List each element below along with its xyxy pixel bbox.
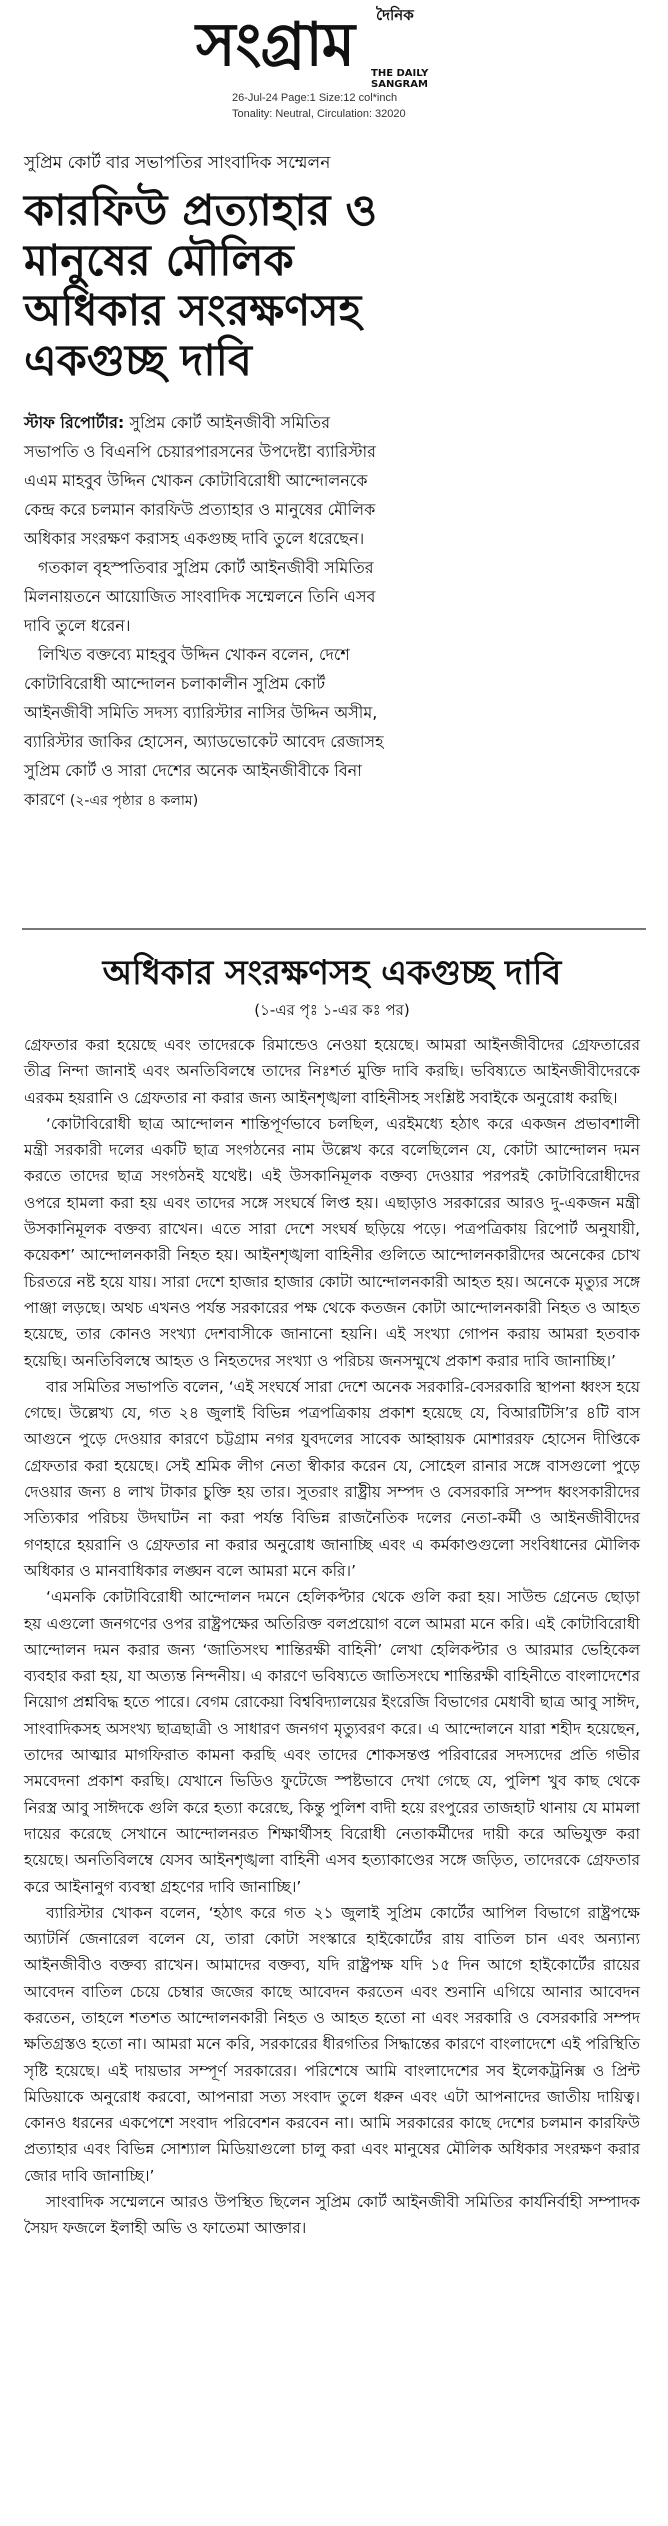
body-paragraph: ‘এমনকি কোটাবিরোধী আন্দোলন দমনে হেলিকপ্টার থেকে গুলি করা হয়। সাউন্ড গ্রেনেড ছোড়া হয় এগুলো জনগণের ওপর রাষ্ট্রপক্ষের অতিরিক্ত বলপ্রয়োগ বলে আমরা মনে করি। এই কোটাবিরোধী আন্দোলন দমন করার জন্য ‘জাতিসংঘ শান্তিরক্ষী বাহিনী’ লেখা হেলিকপ্টার ও আরমার ভেহিকেল ব্যবহার করা হয়, যা অত্যন্ত নিন্দনীয়। এ কারণে ভবিষ্যতে জাতিসংঘে শান্তিরক্ষী বাহিনীতে বাংলাদেশের নিয়োগ প্রশ্নবিদ্ধ হতে পারে। বেগম রোকেয়া বিশ্ববিদ্যালয়ের ইংরেজি বিভাগের মেধাবী ছাত্র আবু সাঈদ, সাংবাদিকসহ অসংখ্য ছাত্রছাত্রী ও সাধারণ জনগণ মৃত্যুবরণ করে। এ আন্দোলনে যারা শহীদ হয়েছেন, তাদের আত্মার মাগফিরাত কামনা করছি এবং তাদের শোকসন্তপ্ত পরিবারের সদস্যদের প্রতি গভীর সমবেদনা প্রকাশ করছি। যেখানে ভিডিও ফুটেজে স্পষ্টভাবে দেখা গেছে যে, পুলিশ খুব কাছ থেকে নিরস্ত্র আবু সাঈদকে গুলি করে হত্যা করেছে, কিন্তু পুলিশ বাদী হয়ে রংপুরের তাজহাট থানায় যে মামলা দায়ের করেছে সেখানে আন্দোলনরত শিক্ষার্থীসহ বিরোধী নেতাকর্মীদের দায়ী করে অভিযুক্ত করা হয়েছে। অনতিবিলম্বে যেসব আইনশৃঙ্খলা বাহিনী এসব হত্যাকাণ্ডের সঙ্গে জড়িত, তাদেরকে গ্রেফতার করে আইনানুগ ব্যবস্থা গ্রহণের দাবি জানাচ্ছি।’: [24, 1588, 640, 1896]
article-kicker: সুপ্রিম কোর্ট বার সভাপতির সাংবাদিক সম্মেলন: [24, 153, 331, 173]
body-paragraph: সাংবাদিক সম্মেলনে আরও উপস্থিত ছিলেন সুপ্রিম কোর্ট আইনজীবী সমিতির কার্যনির্বাহী সম্পাদক সৈয়দ ফজলে ইলাহী অভি ও ফাতেমা আক্তার।: [24, 2193, 640, 2238]
body-paragraph: ব্যারিস্টার খোকন বলেন, ‘হঠাৎ করে গত ২১ জুলাই সুপ্রিম কোর্টের আপিল বিভাগে রাষ্ট্রপক্ষে অ্যাটর্নি জেনারেল বলেন যে, তারা কোটা সংস্কারে হাইকোর্টের রায় বাতিল চান এবং অন্যান্য আইনজীবীও বক্তব্য রাখেন। আমাদের বক্তব্য, যদি রাষ্ট্রপক্ষ যদি ১৫ দিন আগে হাইকোর্টের রায়ের আবেদন বাতিল চেয়ে চেম্বার জজের কাছে আবেদন করতেন এবং শুনানি এগিয়ে আনার আবেদন করতেন, তাহলে শতশত আন্দোলনকারী নিহত ও আহত হতো না এবং সরকারি ও বেসরকারি সম্পদ ক্ষতিগ্রস্তও হতো না। আমরা মনে করি, সরকারের ধীরগতির সিদ্ধান্তের কারণে বাংলাদেশে এই পরিস্থিতি সৃষ্টি হয়েছে। এই দায়ভার সম্পূর্ণ সরকারের। পরিশেষে আমি বাংলাদেশের সব ইলেকট্রনিক্স ও প্রিন্ট মিডিয়াকে অনুরোধ করবো, আপনারা সত্য সংবাদ তুলে ধরুন এবং এটা আপনাদের জাতীয় দায়িত্ব। কোনও ধরনের একপেশে সংবাদ পরিবেশন করবেন না। আমি সরকারের কাছে দেশের চলমান কারফিউ প্রত্যাহার এবং বিভিন্ন সোশ্যাল মিডিয়াগুলো চালু করা এবং মানুষের মৌলিক অধিকার সংরক্ষণ করার জোর দাবি জানাচ্ছি।’: [24, 1903, 640, 2185]
body-paragraph: ‘কোটাবিরোধী ছাত্র আন্দোলন শান্তিপূর্ণভাবে চলছিল, এরইমধ্যে হঠাৎ করে একজন প্রভাবশালী মন্ত্রী সরকারী দলের একটি ছাত্র সংগঠনের নাম উল্লেখ করে বলেছিলেন যে, কোটা আন্দোলন দমন করতে তাদের ছাত্র সংগঠনই যথেষ্ট। এই উসকানিমূলক বক্তব্য দেওয়ার পরপরই কোটাবিরোধীদের ওপরে হামলা করা হয় এবং তাদের সঙ্গে সংঘর্ষে লিপ্ত হয়। এছাড়াও সরকারের আরও দু-একজন মন্ত্রী উসকানিমূলক বক্তব্য রাখেন। এতে সারা দেশে সংঘর্ষ ছড়িয়ে পড়ে। পত্রপত্রিকায় রিপোর্ট অনুযায়ী, কয়েকশ’ আন্দোলনকারী নিহত হয়। আইনশৃঙ্খলা বাহিনীর গুলিতে আন্দোলনকারীদের অনেকের চোখ চিরতরে নষ্ট হয়ে যায়। সারা দেশে হাজার হাজার কোটা আন্দোলনকারী আহত হয়। অনেকে মৃত্যুর সঙ্গে পাঞ্জা লড়ছে। অথচ এখনও পর্যন্ত সরকারের পক্ষ থেকে কতজন কোটা আন্দোলনকারী নিহত ও আহত হয়েছে, তার কোনও সংখ্যা দেশবাসীকে জানানো হয়নি। এই সংখ্যা গোপন করায় আমরা হতবাক হয়েছি। অনতিবিলম্বে আহত ও নিহতদের সংখ্যা ও পরিচয় জনসম্মুখে প্রকাশ করার দাবি জানাচ্ছি।’: [24, 1114, 640, 1370]
paragraph-text: সুপ্রিম কোর্ট আইনজীবী সমিতির সভাপতি ও বিএনপি চেয়ারপারসনের উপদেষ্টা ব্যারিস্টার এএম মাহবুব উদ্দিন খোকন কোটাবিরোধী আন্দোলনকে কেন্দ্র করে চলমান কারফিউ প্রত্যাহার ও মানুষের মৌলিক অধিকার সংরক্ষণ করাসহ একগুচ্ছ দাবি তুলে ধরেছেন।: [24, 413, 376, 548]
article-continuation: [24, 953, 640, 2242]
byline: স্টাফ রিপোর্টার:: [24, 413, 125, 432]
newspaper-logo: [196, 4, 486, 90]
body-paragraph: বার সমিতির সভাপতি বলেন, ‘এই সংঘর্ষে সারা দেশে অনেক সরকারি-বেসরকারি স্থাপনা ধ্বংস হয়ে গেছে। উল্লেখ্য যে, গত ২৪ জুলাই বিভিন্ন পত্রপত্রিকায় প্রকাশ হয়েছে যে, বিআরটিসি’র ৪টি বাস আগুনে পুড়ে দেওয়ার কারণে চট্টগ্রাম নগর যুবদলের সাবেক আহ্বায়ক মোশাররফ হোসেন দীপ্তিকে গ্রেফতার করা হয়েছে। সেই শ্রমিক লীগ নেতা স্বীকার করেন যে, সোহেল রানার সঙ্গে বাসগুলো পুড়ে দেওয়ার জন্য ৪ লাখ টাকার চুক্তি হয় তার। সুতরাং রাষ্ট্রীয় সম্পদ ও বেসরকারি সম্পদ ধ্বংসকারীদের সত্যিকার পরিচয় উদঘাটন না করা পর্যন্ত বিভিন্ন রাজনৈতিক দলের নেতা-কর্মী ও আইনজীবীদের গণহারে হয়রানি ও গ্রেফতার না করার অনুরোধ জানাচ্ছি এবং এ কর্মকাণ্ডগুলো সংবিধানের মৌলিক অধিকার ও মানবাধিকার লঙ্ঘন বলে আমরা মনে করি।’: [24, 1377, 640, 1580]
masthead: [0, 0, 668, 132]
body-paragraph: গ্রেফতার করা হয়েছে এবং তাদেরকে রিমান্ডেও নেওয়া হয়েছে। আমরা আইনজীবীদের গ্রেফতারের তীব্র নিন্দা জানাই এবং অনতিবিলম্বে তাদের নিঃশর্ত মুক্তি দাবি করছি। ভবিষ্যতে আইনজীবীদেরকে এরকম হয়রানি ও গ্রেফতার না করার জন্য আইনশৃঙ্খলা বাহিনীসহ সংশ্লিষ্ট সবাইকে অনুরোধ করছি।: [24, 1036, 640, 1107]
article-headline: কারফিউ প্রত্যাহার ও মানুষের মৌলিক অধিকার সংরক্ষণসহ একগুচ্ছ দাবি: [24, 186, 378, 386]
clipping-meta-date: 26-Jul-24 Page:1 Size:12 col*inch: [232, 92, 398, 104]
section-divider: [22, 928, 646, 930]
article-paragraph: [24, 640, 384, 816]
logo-main-text: সংগ্রাম: [196, 10, 355, 80]
continuation-headline: অধিকার সংরক্ষণসহ একগুচ্ছ দাবি: [102, 953, 562, 993]
article-paragraph: গতকাল বৃহস্পতিবার সুপ্রিম কোর্ট আইনজীবী সমিতির মিলনায়তনে আয়োজিত সাংবাদিক সম্মেলনে তিনি এসব দাবি তুলে ধরেন।: [24, 558, 376, 635]
continuation-note: (২-এর পৃষ্ঠার ৪ কলাম): [69, 793, 199, 809]
article-front-column: [24, 150, 384, 816]
paragraph-text: লিখিত বক্তব্যে মাহবুব উদ্দিন খোকন বলেন, দেশে কোটাবিরোধী আন্দোলন চলাকালীন সুপ্রিম কোর্ট আইনজীবী সমিতি সদস্য ব্যারিস্টার নাসির উদ্দিন অসীম, ব্যারিস্টার জাকির হোসেন, অ্যাডভোকেট আবেদ রেজাসহ সুপ্রিম কোর্ট ও সারা দেশের অনেক আইনজীবীকে বিনা কারণে: [24, 645, 384, 809]
jump-reference: (১-এর পৃঃ ১-এর কঃ পর): [254, 1001, 410, 1019]
logo-english-text: THE DAILY SANGRAM: [371, 68, 429, 90]
clipping-meta-tonality: Tonality: Neutral, Circulation: 32020: [232, 108, 406, 120]
logo-small-text: দৈনিক: [376, 6, 414, 24]
article-paragraph: [24, 408, 384, 553]
